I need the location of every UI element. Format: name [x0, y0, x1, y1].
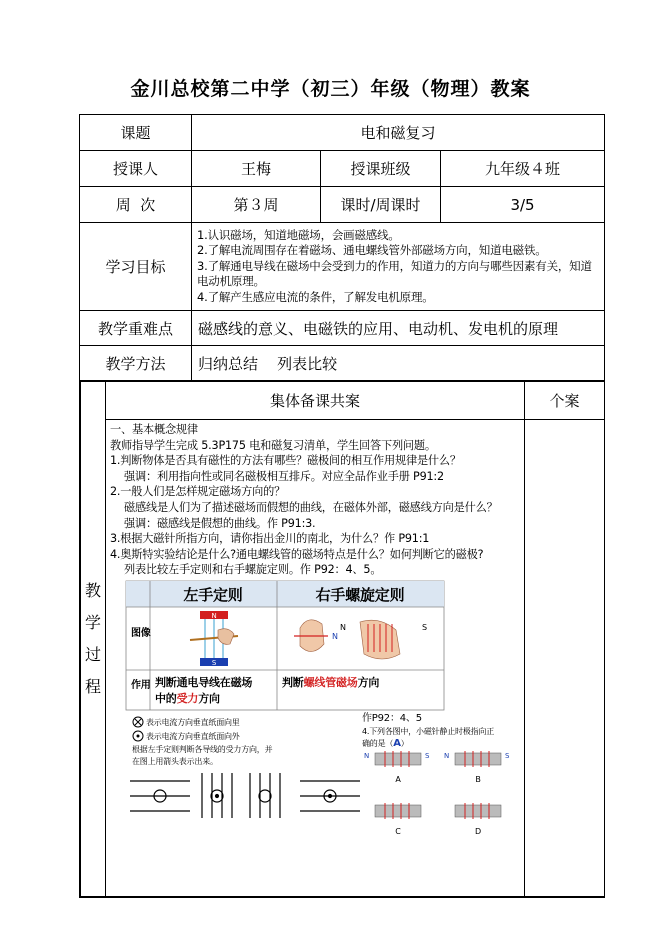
row-label-image: 图像 [131, 627, 151, 639]
page-title: 金川总校第二中学（初三）年级（物理）教案 [130, 78, 531, 100]
row-label-use: 作用 [131, 679, 151, 691]
magnet-n-label: N [211, 611, 217, 620]
lesson-plan-table [79, 114, 605, 898]
legend-instruction2: 在图上用箭头表示出来。 [132, 756, 218, 766]
hours-value: 3/5 [441, 187, 605, 223]
process-line: 1.判断物体是否具有磁性的方法有哪些？磁极间的相互作用规律是什么？ [110, 454, 461, 468]
coil-n2-label: N [340, 622, 346, 632]
teacher-value: 王梅 [192, 151, 321, 187]
process-line: 4.奥斯特实验结论是什么?通电螺线管的磁场特点是什么？如何判断它的磁极? [110, 547, 484, 561]
method-label: 教学方法 [80, 346, 192, 381]
individual-plan-cell [525, 420, 605, 897]
legend-instruction: 根据左手定则判断各导线的受力方向，并 [132, 744, 273, 754]
side-char: 程 [84, 676, 101, 696]
class-label: 授课班级 [321, 151, 441, 187]
question-text: 4.下列各图中，小磁针静止时极指向正 [362, 726, 495, 736]
goal-item: 3.了解通电导线在磁场中会受到力的作用，知道力的方向与哪些因素有关，知道电动机原理。 [197, 258, 592, 289]
goal-item: 4.了解产生感应电流的条件，了解发电机原理。 [197, 289, 434, 304]
magnet-s-label: S [211, 658, 217, 667]
coil-s-label: S [422, 622, 427, 632]
side-char: 过 [84, 644, 101, 664]
left-rule-title: 左手定则 [183, 585, 243, 604]
current-legend [132, 717, 273, 766]
process-content [106, 420, 525, 897]
legend-out: 表示电流方向垂直纸面向外 [146, 731, 240, 741]
process-header-side: 个案 [525, 382, 605, 420]
right-use-text: 判断螺线管磁场方向 [282, 675, 380, 689]
key-points-label: 教学重难点 [80, 311, 192, 346]
option-c: C [395, 826, 401, 836]
week-label: 周 次 [80, 187, 192, 223]
process-line: 列表比较左手定则和右手螺旋定则。作 P92：4、5。 [124, 563, 382, 577]
option-b-n: N [444, 751, 450, 760]
option-b-s: S [505, 751, 510, 760]
process-header-main: 集体备课共案 [106, 382, 525, 420]
method-value: 归纳总结 列表比较 [192, 346, 605, 381]
goals-label: 学习目标 [80, 223, 192, 311]
left-use-text: 判断通电导线在磁场 [155, 675, 253, 689]
goal-item: 2.了解电流周围存在着磁场、通电螺线管外部磁场方向，知道电磁铁。 [197, 243, 547, 258]
option-a-n: N [364, 751, 370, 760]
goal-item: 1.认识磁场，知道地磁场，会画磁感线。 [197, 227, 400, 242]
topic-label: 课题 [80, 115, 192, 151]
question-text2: 确的是（A） [362, 737, 409, 749]
process-side-label [81, 382, 106, 897]
rules-figure [110, 578, 520, 894]
process-line: 2.一般人们是怎样规定磁场方向的？ [110, 485, 286, 499]
side-char: 教 [84, 580, 101, 600]
option-a: A [395, 774, 401, 784]
legend-into: 表示电流方向垂直纸面向里 [146, 717, 240, 727]
process-line: 强调：利用指向性或同名磁极相互排斥。对应全品作业手册 P91:2 [124, 469, 444, 483]
rules-figure-svg [110, 578, 521, 894]
teacher-label: 授课人 [80, 151, 192, 187]
process-line: 磁感线是人们为了描述磁场而假想的曲线，在磁体外部，磁感线方向是什么？ [124, 500, 498, 514]
process-line: 3.根据大磁针所指方向，请你指出金川的南北，为什么？作 P91:1 [110, 532, 430, 546]
option-d: D [475, 826, 481, 836]
key-points-value: 磁感线的意义、电磁铁的应用、电动机、发电机的原理 [192, 311, 605, 346]
process-line: 教师指导学生完成 5.3P175 电和磁复习清单，学生回答下列问题。 [110, 438, 436, 452]
week-value: 第３周 [192, 187, 321, 223]
side-char: 学 [84, 612, 101, 632]
process-line: 一、基本概念规律 [110, 423, 198, 436]
option-b: B [475, 774, 481, 784]
coil-n-label: N [332, 631, 338, 641]
topic-value: 电和磁复习 [192, 115, 605, 151]
left-use-text2: 中的受力方向 [155, 691, 220, 705]
field-exercise [130, 773, 360, 818]
process-line: 强调：磁感线是假想的曲线。作 P91:3. [124, 516, 316, 530]
question-ref: 作P92：4、5 [362, 712, 422, 724]
hours-label: 课时/周课时 [321, 187, 441, 223]
option-a-s: S [425, 751, 430, 760]
goals-list [192, 223, 605, 311]
right-rule-title: 右手螺旋定则 [315, 585, 405, 604]
process-table [80, 381, 605, 897]
answer-options [364, 751, 510, 836]
class-value: 九年级４班 [441, 151, 605, 187]
